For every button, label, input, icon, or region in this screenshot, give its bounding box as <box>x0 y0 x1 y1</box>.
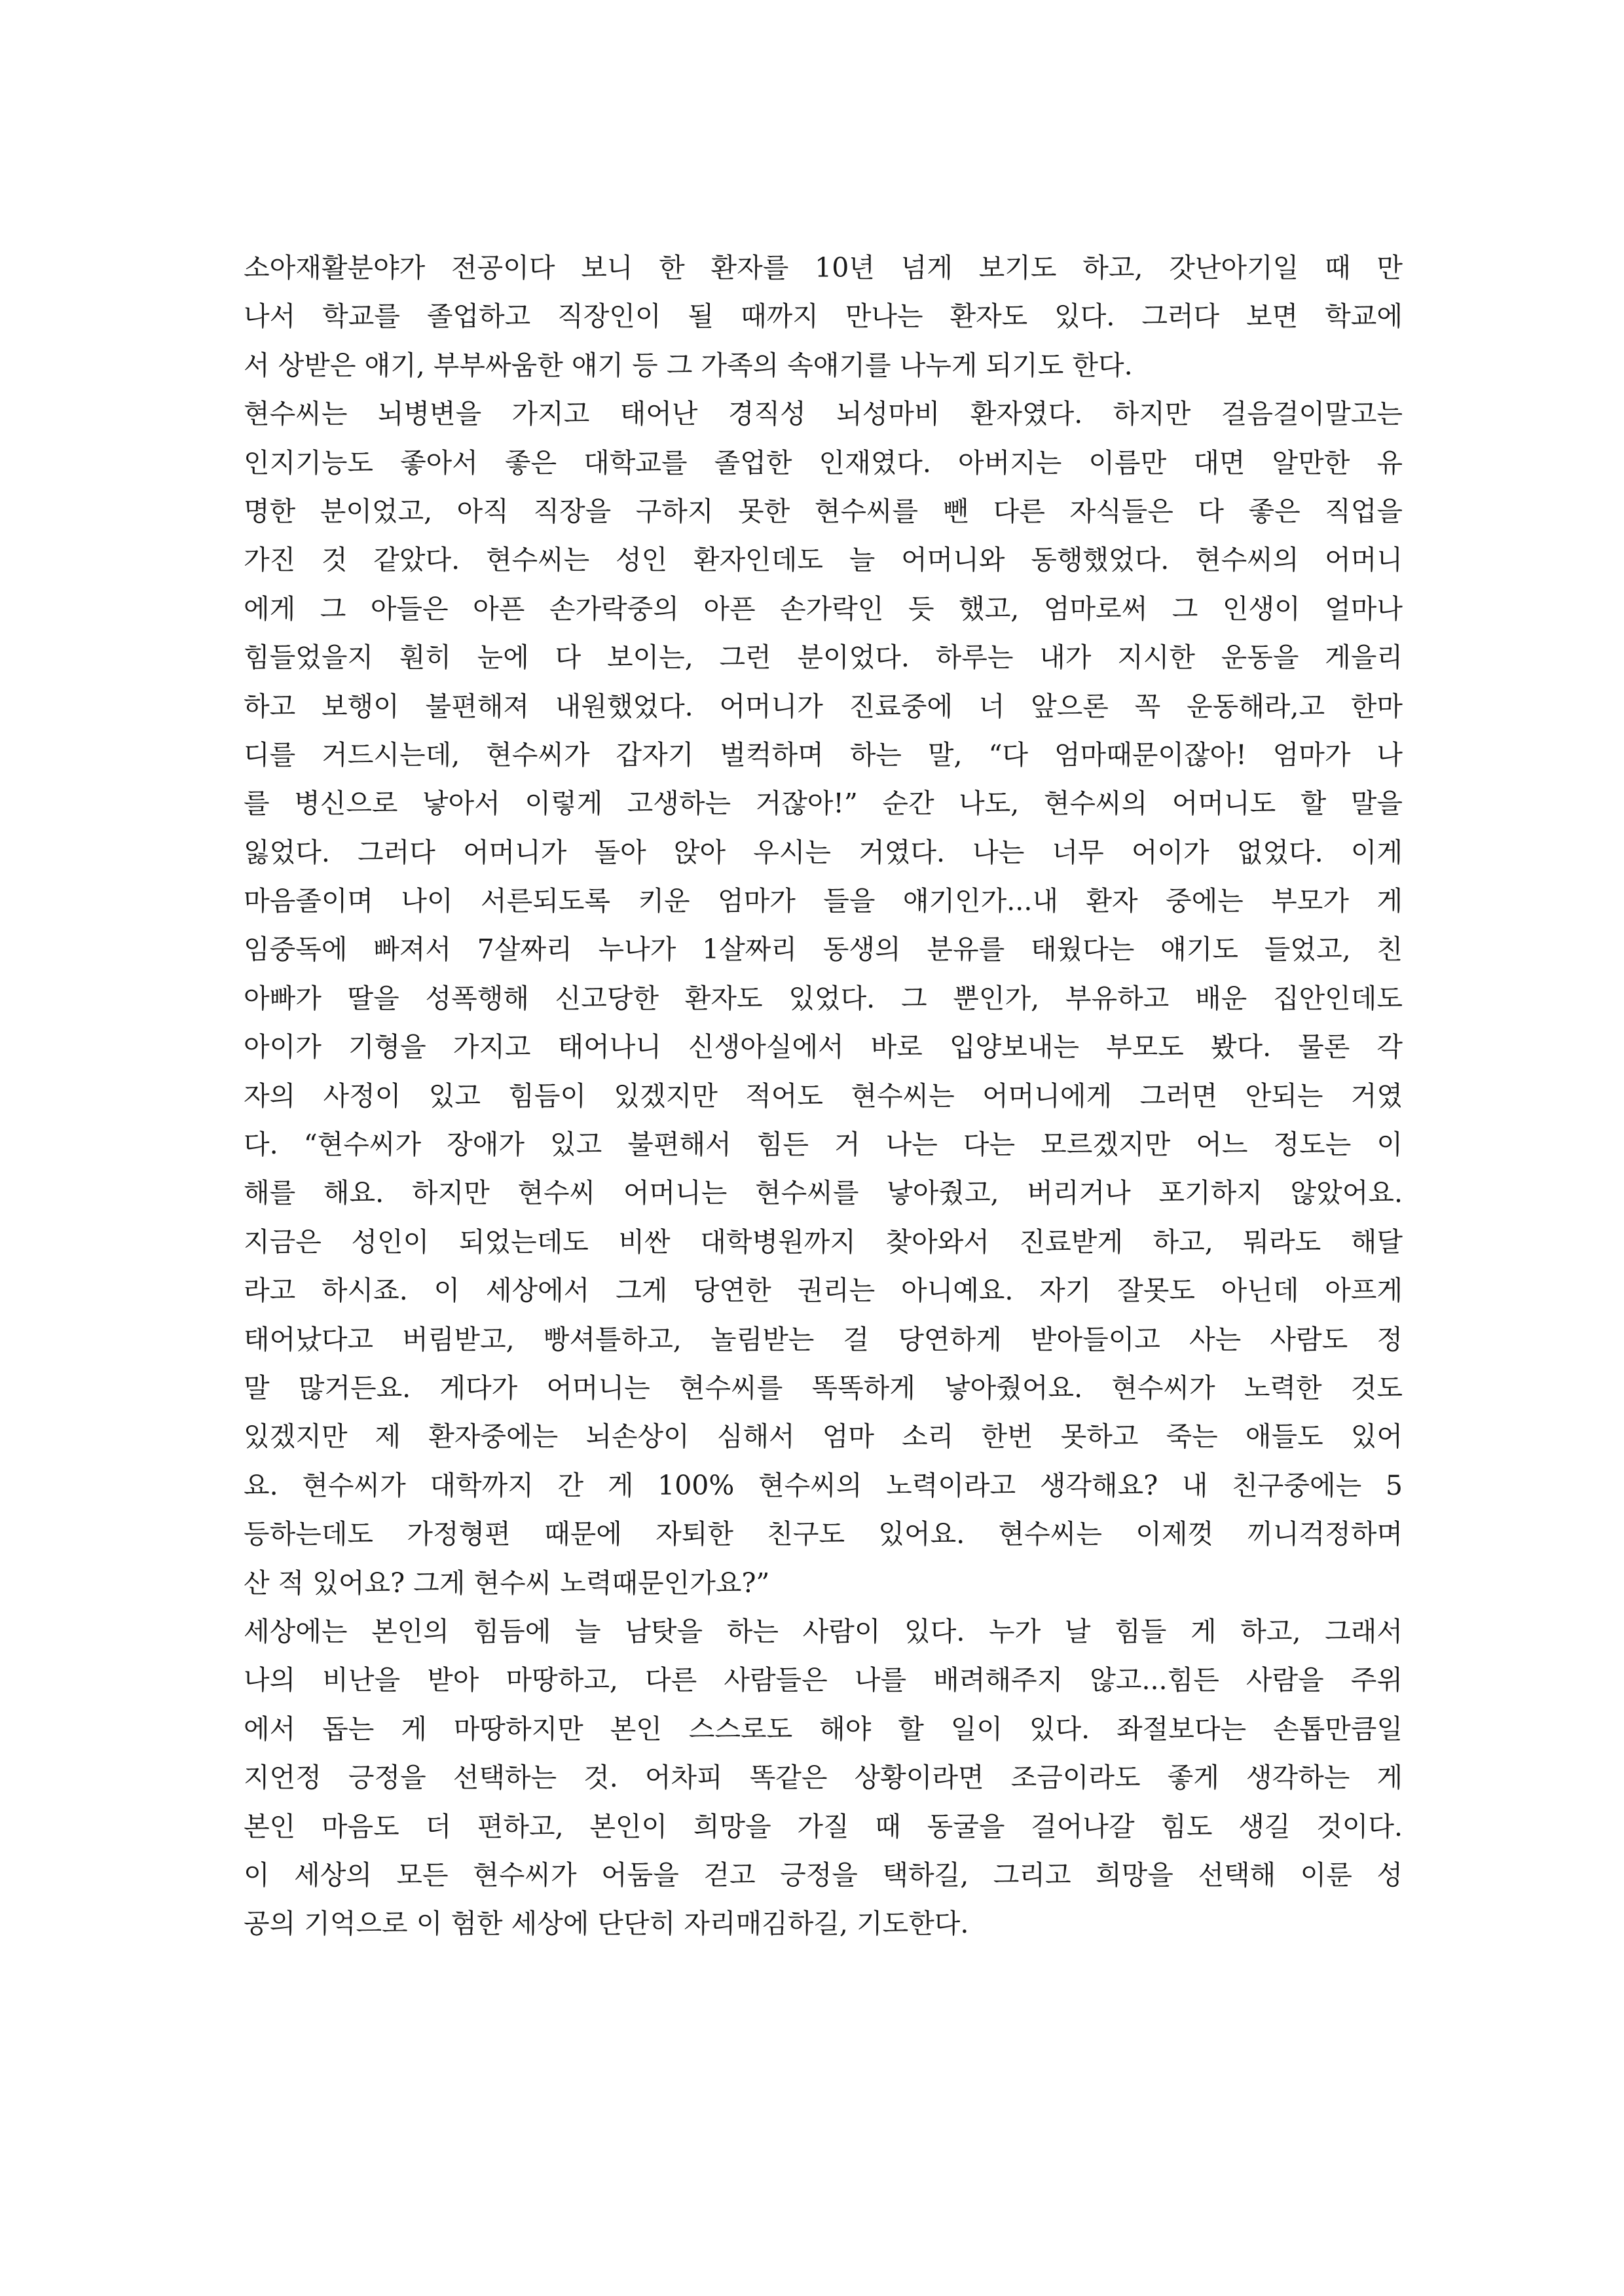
text-line: 요. 현수씨가 대학까지 간 게 100% 현수씨의 노력이라고 생각해요? 내 친구중에는 5 <box>244 1469 1403 1501</box>
text-line: 다. “현수씨가 장애가 있고 불편해서 힘든 거 나는 다는 모르겠지만 어느 정도는 이 <box>244 1129 1403 1161</box>
text-line: 자의 사정이 있고 힘듬이 있겠지만 적어도 현수씨는 어머니에게 그러면 안되는 거였 <box>244 1080 1403 1112</box>
body-text <box>244 244 1403 1948</box>
text-line: 산 적 있어요? 그게 현수씨 노력때문인가요?” <box>244 1567 770 1599</box>
text-line: 명한 분이었고, 아직 직장을 구하지 못한 현수씨를 뺀 다른 자식들은 다 좋은 직업을 <box>244 495 1403 527</box>
text-line: 를 병신으로 낳아서 이렇게 고생하는 거잖아!” 순간 나도, 현수씨의 어머니도 할 말을 <box>244 788 1403 820</box>
text-line: 라고 하시죠. 이 세상에서 그게 당연한 권리는 아니예요. 자기 잘못도 아닌데 아프게 <box>244 1275 1403 1307</box>
text-line: 있겠지만 제 환자중에는 뇌손상이 심해서 엄마 소리 한번 못하고 죽는 애들도 있어 <box>244 1421 1403 1453</box>
text-line: 아빠가 딸을 성폭행해 신고당한 환자도 있었다. 그 뿐인가, 부유하고 배운 집안인데도 <box>244 982 1403 1014</box>
text-line: 해를 해요. 하지만 현수씨 어머니는 현수씨를 낳아줬고, 버리거나 포기하지 않았어요. <box>244 1177 1403 1209</box>
text-line: 마음졸이며 나이 서른되도록 키운 엄마가 들을 얘기인가...내 환자 중에는 부모가 게 <box>244 885 1403 917</box>
text-line: 나서 학교를 졸업하고 직장인이 될 때까지 만나는 환자도 있다. 그러다 보면 학교에 <box>244 301 1403 333</box>
text-line: 아이가 기형을 가지고 태어나니 신생아실에서 바로 입양보내는 부모도 봤다. 물론 각 <box>244 1031 1403 1063</box>
text-line: 에서 돕는 게 마땅하지만 본인 스스로도 해야 할 일이 있다. 좌절보다는 손톱만큼일 <box>244 1713 1403 1745</box>
text-line: 힘들었을지 훤히 눈에 다 보이는, 그런 분이었다. 하루는 내가 지시한 운동을 게을리 <box>244 642 1403 674</box>
text-line: 태어났다고 버림받고, 빵셔틀하고, 놀림받는 걸 당연하게 받아들이고 사는 사람도 정 <box>244 1323 1403 1355</box>
text-line: 본인 마음도 더 편하고, 본인이 희망을 가질 때 동굴을 걸어나갈 힘도 생길 것이다. <box>244 1810 1403 1842</box>
text-line: 하고 보행이 불편해져 내원했었다. 어머니가 진료중에 너 앞으론 꼭 운동해라,고 한마 <box>244 690 1403 722</box>
text-line: 세상에는 본인의 힘듬에 늘 남탓을 하는 사람이 있다. 누가 날 힘들 게 하고, 그래서 <box>244 1615 1403 1647</box>
text-line: 인지기능도 좋아서 좋은 대학교를 졸업한 인재였다. 아버지는 이름만 대면 알만한 유 <box>244 446 1403 479</box>
text-line: 지언정 긍정을 선택하는 것. 어차피 똑같은 상황이라면 조금이라도 좋게 생각하는 게 <box>244 1762 1403 1794</box>
text-line: 서 상받은 얘기, 부부싸움한 얘기 등 그 가족의 속얘기를 나누게 되기도 한다. <box>244 349 1133 381</box>
text-line: 지금은 성인이 되었는데도 비싼 대학병원까지 찾아와서 진료받게 하고, 뭐라도 해달 <box>244 1226 1403 1258</box>
text-line: 잃었다. 그러다 어머니가 돌아 앉아 우시는 거였다. 나는 너무 어이가 없었다. 이게 <box>244 836 1403 868</box>
text-line: 디를 거드시는데, 현수씨가 갑자기 벌컥하며 하는 말, “다 엄마때문이잖아! 엄마가 나 <box>244 738 1403 771</box>
text-line: 이 세상의 모든 현수씨가 어둠을 걷고 긍정을 택하길, 그리고 희망을 선택해 이룬 성 <box>244 1859 1403 1891</box>
text-line: 나의 비난을 받아 마땅하고, 다른 사람들은 나를 배려해주지 않고...힘든 사람을 주위 <box>244 1664 1403 1696</box>
text-line: 에게 그 아들은 아픈 손가락중의 아픈 손가락인 듯 했고, 엄마로써 그 인생이 얼마나 <box>244 592 1403 625</box>
text-line: 말 많거든요. 게다가 어머니는 현수씨를 똑똑하게 낳아줬어요. 현수씨가 노력한 것도 <box>244 1372 1403 1404</box>
text-line: 등하는데도 가정형편 때문에 자퇴한 친구도 있어요. 현수씨는 이제껏 끼니걱정하며 <box>244 1518 1403 1550</box>
paragraph <box>244 1607 1403 1948</box>
text-line: 공의 기억으로 이 험한 세상에 단단히 자리매김하길, 기도한다. <box>244 1908 969 1940</box>
text-line: 임중독에 빠져서 7살짜리 누나가 1살짜리 동생의 분유를 태웠다는 얘기도 들었고, 친 <box>244 934 1403 966</box>
text-line: 현수씨는 뇌병변을 가지고 태어난 경직성 뇌성마비 환자였다. 하지만 걸음걸이말고는 <box>244 398 1403 430</box>
paragraph <box>244 244 1403 390</box>
text-line: 소아재활분야가 전공이다 보니 한 환자를 10년 넘게 보기도 하고, 갓난아기일 때 만 <box>244 252 1403 283</box>
text-line: 가진 것 같았다. 현수씨는 성인 환자인데도 늘 어머니와 동행했었다. 현수씨의 어머니 <box>244 544 1403 576</box>
paragraph <box>244 390 1403 1607</box>
